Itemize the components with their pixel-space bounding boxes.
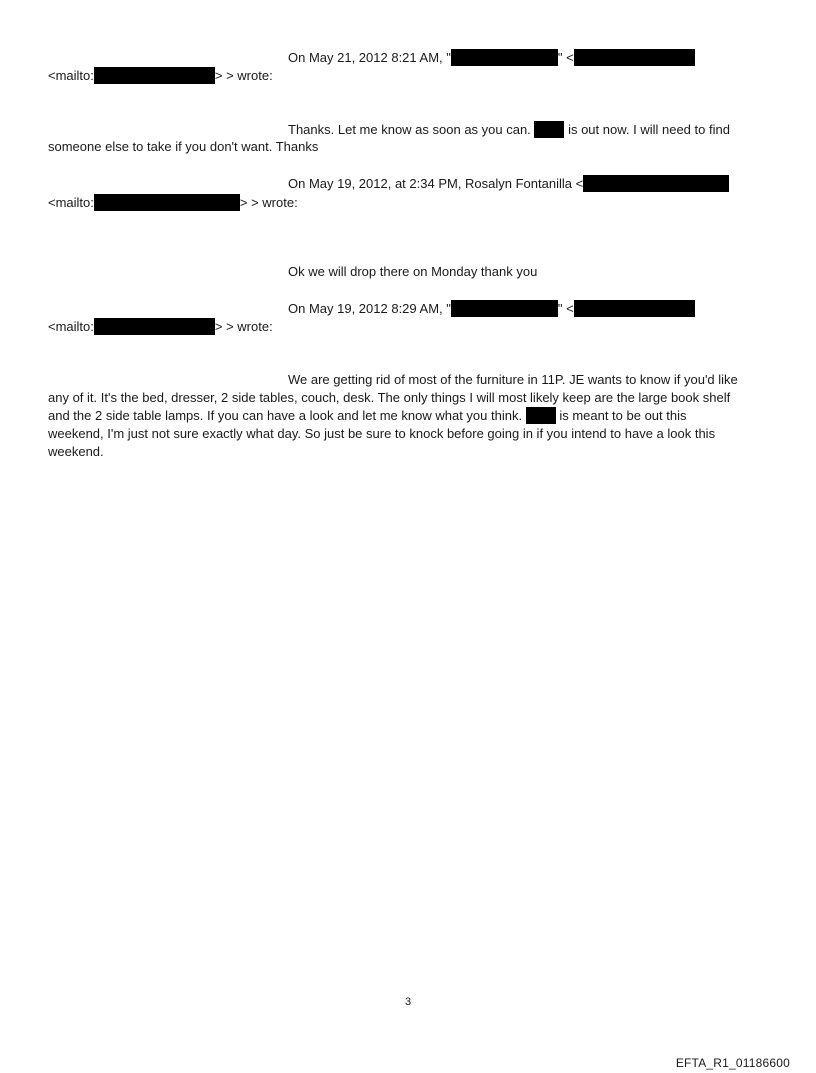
email-body-line: weekend, I'm just not sure exactly what day. So just be sure to knock before going in if you intend to have a look this <box>48 426 716 441</box>
email-body-line <box>48 407 788 425</box>
mailto-suffix: > > wrote: <box>214 68 273 83</box>
mailto-line <box>48 318 273 335</box>
redaction-box <box>534 121 564 138</box>
mailto-line <box>48 67 273 84</box>
email-header <box>288 49 695 66</box>
email-body-line <box>288 264 537 280</box>
email-body-text: is out now. I will need to find <box>568 122 730 137</box>
redaction-box <box>451 300 558 317</box>
mailto-prefix: <mailto: <box>48 195 94 210</box>
mailto-line <box>48 194 298 211</box>
email-body-text: is meant to be out this <box>559 408 687 423</box>
email-header-text: " < <box>557 50 574 65</box>
redaction-box <box>583 175 729 192</box>
email-body-line: weekend. <box>48 444 104 459</box>
redaction-box <box>94 194 240 211</box>
email-body-text: Thanks. Let me know as soon as you can. <box>288 122 531 137</box>
email-body-text: and the 2 side table lamps. If you can have a look and let me know what you think. <box>48 408 523 423</box>
email-header-text: " < <box>557 301 574 316</box>
email-header-text: On May 19, 2012, at 2:34 PM, Rosalyn Fontanilla < <box>288 176 584 191</box>
redaction-box <box>526 407 556 424</box>
email-body-text: someone else to take if you don't want. Thanks <box>48 139 319 154</box>
redaction-box <box>574 49 695 66</box>
email-body-line: any of it. It's the bed, dresser, 2 side tables, couch, desk. The only things I will most likely keep are the large book shelf <box>48 390 731 405</box>
email-header <box>288 175 729 192</box>
email-body-paragraph <box>48 371 788 461</box>
email-body-line: We are getting rid of most of the furniture in 11P. JE wants to know if you'd like <box>288 372 738 387</box>
email-header <box>288 300 695 317</box>
email-body-line <box>288 121 730 138</box>
mailto-suffix: > > wrote: <box>214 319 273 334</box>
document-id: EFTA_R1_01186600 <box>675 1056 790 1070</box>
email-header-text: On May 19, 2012 8:29 AM, " <box>288 301 451 316</box>
redaction-box <box>94 67 215 84</box>
email-body-line <box>48 139 318 155</box>
redaction-box <box>451 49 558 66</box>
email-body-text: Ok we will drop there on Monday thank you <box>288 264 538 279</box>
redaction-box <box>94 318 215 335</box>
redaction-box <box>574 300 695 317</box>
mailto-prefix: <mailto: <box>48 68 94 83</box>
mailto-prefix: <mailto: <box>48 319 94 334</box>
mailto-suffix: > > wrote: <box>239 195 298 210</box>
page-number: 3 <box>404 996 412 1008</box>
email-header-text: On May 21, 2012 8:21 AM, " <box>288 50 451 65</box>
